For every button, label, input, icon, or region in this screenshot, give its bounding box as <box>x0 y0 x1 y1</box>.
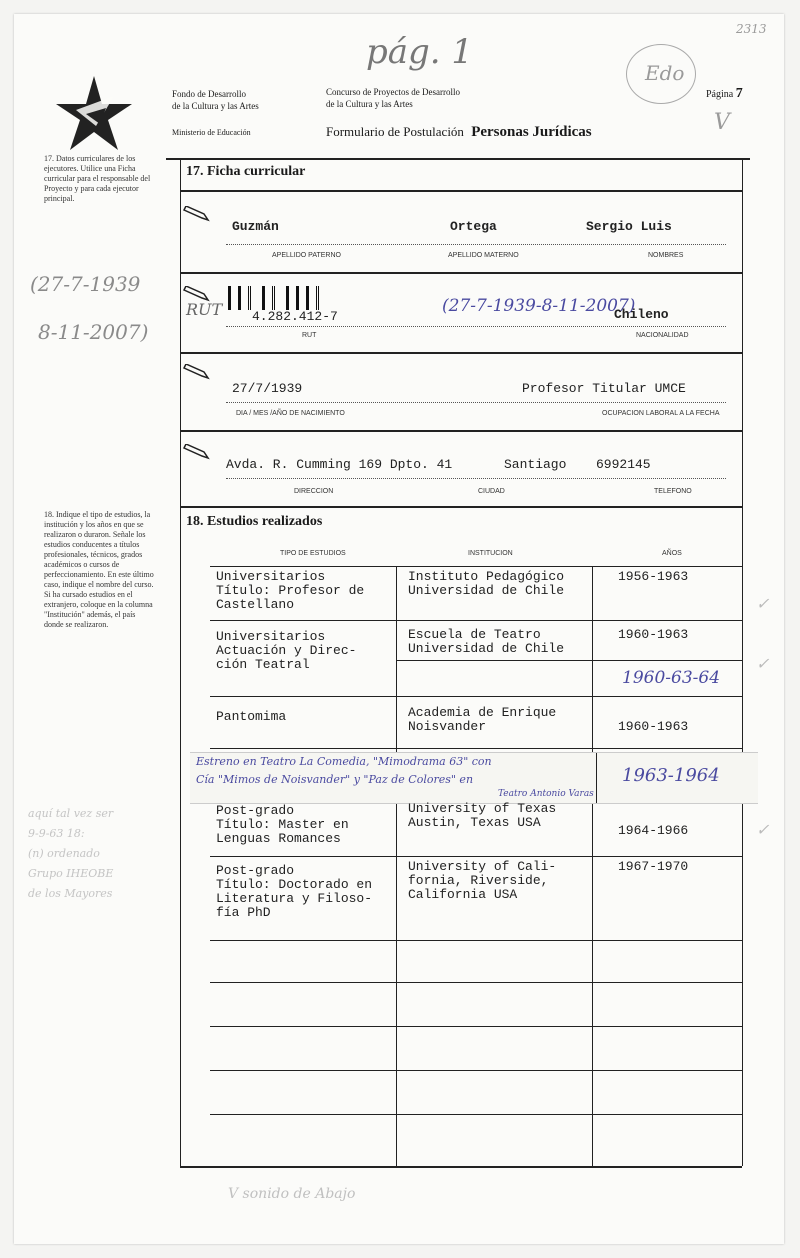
nacionalidad-value: Chileno <box>614 307 669 322</box>
table-row-rule <box>396 660 742 661</box>
estudio-anios-5: 1967-1970 <box>618 859 689 874</box>
form-sheet <box>14 14 784 1244</box>
frame-left <box>180 158 181 1166</box>
row-rule-2 <box>180 352 742 354</box>
ministry-name: Ministerio de Educación <box>172 128 251 137</box>
table-header-rule <box>210 566 742 567</box>
handwritten-insert-strip: Estreno en Teatro La Comedia, "Mimodrama 63" con Cía "Mimos de Noisvander" y "Paz de Colores" en Teatro Antonio Varas 1963-1964 <box>190 752 758 804</box>
table-row-rule <box>210 620 742 621</box>
section-18-title: 18. Estudios realizados <box>186 514 323 529</box>
label-nacionalidad: NACIONALIDAD <box>636 332 689 339</box>
section-17-rule <box>180 190 742 192</box>
bottom-pencil-note: V sonido de Abajo <box>228 1186 356 1202</box>
handwritten-dates-1: (27-7-1939 <box>30 272 141 296</box>
label-apellido-paterno: APELLIDO PATERNO <box>272 252 341 259</box>
table-row-rule <box>210 982 742 983</box>
estudio-anios-1: 1956-1963 <box>618 569 689 584</box>
apellido-paterno-value: Guzmán <box>232 219 279 234</box>
label-nombres: NOMBRES <box>648 252 684 259</box>
pencil-icon <box>182 364 210 380</box>
pencil-tick: ✓ <box>756 654 770 673</box>
estudio-anios-4: 1964-1966 <box>618 823 689 838</box>
estudio-institucion-5: University of Cali- fornia, Riverside, California USA <box>408 859 557 902</box>
estudio-institucion-4: University of Texas Austin, Texas USA <box>408 801 557 830</box>
fund-name: Fondo de Desarrollo de la Cultura y las Artes <box>172 89 259 111</box>
table-row-rule <box>210 696 742 697</box>
handwritten-circle: Edo <box>626 44 696 104</box>
row-rule-1 <box>180 272 742 274</box>
sidenote-18: 18. Indique el tipo de estudios, la institución y los años en que se realizaron o duraron. Señale los estudios conducentes a títulos profesionales, técnicos, grados académicos o cursos de perfeccionamiento. En este último caso, indique el nombre del curso. Si ha cursado estudios en el extranjero, coloque en la columna "Institución" además, el país donde se realizaron. <box>44 510 154 629</box>
label-apellido-materno: APELLIDO MATERNO <box>448 252 519 259</box>
apellido-materno-value: Ortega <box>450 219 497 234</box>
label-telefono: TELEFONO <box>654 488 692 495</box>
estudio-tipo-5: Post-grado Título: Doctorado en Literatura y Filoso- fía PhD <box>216 863 373 920</box>
handwritten-life-dates: (27-7-1939-8-11-2007) <box>442 296 636 316</box>
pencil-side-notes: aquí tal vez ser 9-9-63 18: (n) ordenado Grupo IHEOBE de los Mayores <box>28 807 114 900</box>
table-col-divider-1 <box>396 566 397 1166</box>
col-header-anios: AÑOS <box>662 550 682 557</box>
row-rule-3 <box>180 430 742 432</box>
estudio-anios-3: 1960-1963 <box>618 719 689 734</box>
estudio-anios-2: 1960-1963 <box>618 627 689 642</box>
birth-underline <box>226 402 726 403</box>
table-row-rule <box>210 1114 742 1115</box>
ocupacion-value: Profesor Titular UMCE <box>522 381 686 396</box>
section-17-title: 17. Ficha curricular <box>186 164 306 179</box>
table-col-divider-2 <box>592 566 593 1166</box>
direccion-value: Avda. R. Cumming 169 Dpto. 41 <box>226 457 453 472</box>
estudio-institucion-2: Escuela de Teatro Universidad de Chile <box>408 627 565 656</box>
label-rut: RUT <box>302 332 317 339</box>
rut-underline <box>226 326 726 327</box>
table-row-rule <box>210 940 742 941</box>
estudio-tipo-3: Pantomima <box>216 709 287 724</box>
table-row-rule <box>210 856 742 857</box>
sidenote-17: 17. Datos curriculares de los ejecutores. Utilice una Ficha curricular para el responsable del Proyecto y para cada ejecutor principal. <box>44 154 151 203</box>
names-underline <box>226 244 726 245</box>
telefono-value: 6992145 <box>596 457 651 472</box>
estudio-institucion-3: Academia de Enrique Noisvander <box>408 705 557 734</box>
handwritten-rut: RUT <box>186 300 223 319</box>
label-ciudad: CIUDAD <box>478 488 505 495</box>
table-row-rule <box>210 748 742 749</box>
label-ocupacion: OCUPACION LABORAL A LA FECHA <box>602 410 720 417</box>
nombres-value: Sergio Luis <box>586 219 672 234</box>
estudio-institucion-1: Instituto Pedagógico Universidad de Chile <box>408 569 565 598</box>
col-header-tipo: TIPO DE ESTUDIOS <box>280 550 346 557</box>
fondart-star-logo <box>56 74 134 154</box>
section-17-bottom <box>180 506 742 508</box>
handwritten-page-number: pág. 1 <box>366 32 474 72</box>
page-reference: 2313 <box>736 22 767 36</box>
col-header-institucion: INSTITUCION <box>468 550 513 557</box>
rut-value: 4.282.412-7 <box>252 309 338 324</box>
pencil-tick: ✓ <box>756 820 770 839</box>
pencil-icon <box>182 206 210 222</box>
handwritten-dates-2: 8-11-2007) <box>38 320 149 344</box>
ciudad-value: Santiago <box>504 457 567 472</box>
contest-name: Concurso de Proyectos de Desarrollo de la Cultura y las Artes <box>326 87 460 109</box>
estudio-tipo-2: Universitarios Actuación y Direc- ción Teatral <box>216 629 357 672</box>
frame-bottom <box>180 1166 742 1168</box>
estudio-tipo-4: Post-grado Título: Master en Lenguas Romances <box>216 803 349 846</box>
table-row-rule <box>210 1026 742 1027</box>
address-underline <box>226 478 726 479</box>
frame-top <box>166 158 750 160</box>
estudio-tipo-1: Universitarios Título: Profesor de Castellano <box>216 569 365 612</box>
table-row-rule <box>210 1070 742 1071</box>
page-number: Página 7 <box>706 86 743 101</box>
label-direccion: DIRECCION <box>294 488 334 495</box>
form-title: Formulario de Postulación Personas Jurídicas <box>326 124 592 140</box>
label-fecha-nacimiento: DIA / MES /AÑO DE NACIMIENTO <box>236 410 345 417</box>
handwritten-years-row2: 1960-63-64 <box>622 668 721 688</box>
rut-barcode <box>228 286 323 310</box>
pencil-tick: ✓ <box>756 594 770 613</box>
fecha-nacimiento-value: 27/7/1939 <box>232 381 303 396</box>
pencil-icon <box>182 444 210 460</box>
handwritten-check: V <box>714 110 730 135</box>
frame-right <box>742 158 743 1166</box>
